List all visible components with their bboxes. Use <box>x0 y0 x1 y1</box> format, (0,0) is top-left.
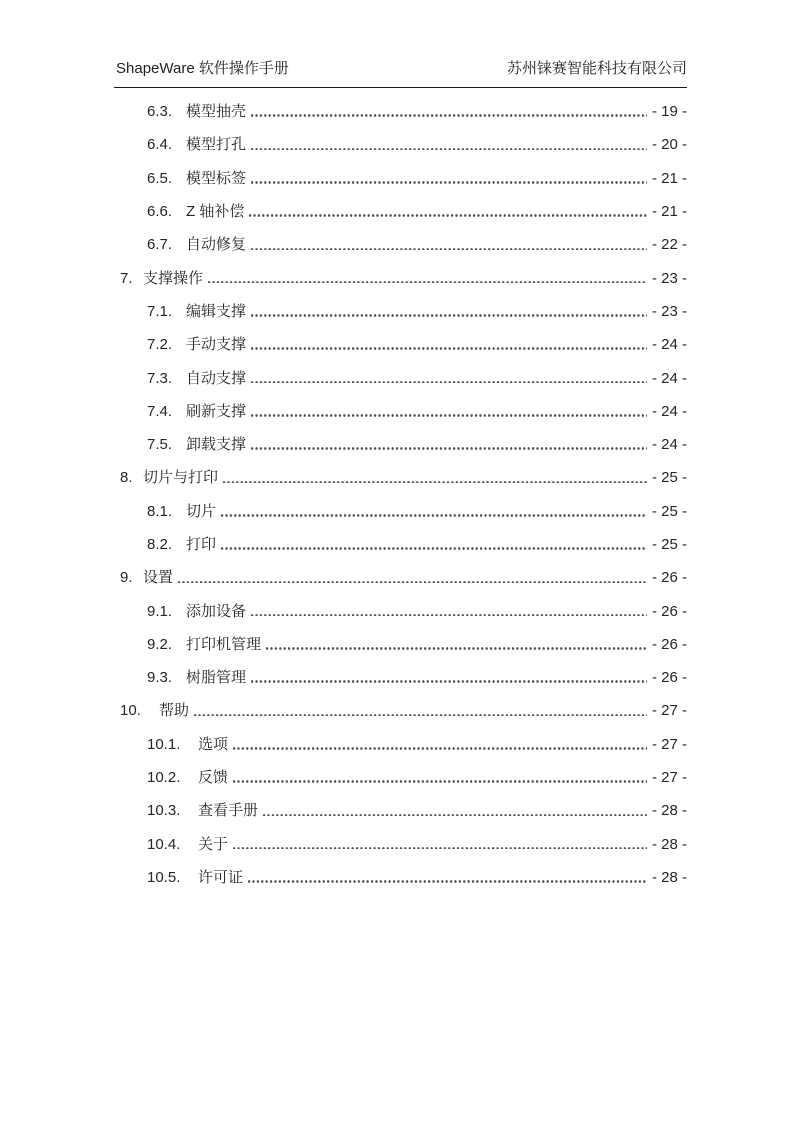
toc-leader-dots <box>251 414 647 417</box>
toc-entry[interactable] <box>0 395 800 428</box>
toc-entry-number: 6.5. <box>147 169 173 187</box>
toc-entry-label: 查看手册 <box>198 802 259 820</box>
toc-entry-number: 9.1. <box>147 602 173 620</box>
toc-entry-number: 7.2. <box>147 336 173 354</box>
toc-entry-number: 9.3. <box>147 669 173 687</box>
toc-leader-dots <box>221 514 647 517</box>
toc-entry-page: - 20 - <box>651 136 687 154</box>
toc-entry[interactable] <box>0 495 800 528</box>
header-doc-title: ShapeWare 软件操作手册 <box>116 60 289 77</box>
toc-entry-page: - 24 - <box>651 402 687 420</box>
toc-entry-number: 6.4. <box>147 136 173 154</box>
toc-entry-label: 设置 <box>143 569 174 587</box>
toc-entry-number: 9. <box>120 569 133 587</box>
toc-leader-dots <box>223 481 647 484</box>
toc-entry-page: - 24 - <box>651 436 687 454</box>
toc-entry-label: 刷新支撑 <box>186 402 247 420</box>
toc-entry-page: - 26 - <box>651 602 687 620</box>
toc-entry-number: 7.5. <box>147 436 173 454</box>
toc-entry-page: - 27 - <box>651 769 687 787</box>
toc-entry-label: 模型标签 <box>186 169 247 187</box>
toc-leader-dots <box>251 114 647 117</box>
toc-leader-dots <box>233 847 647 850</box>
toc-entry-page: - 27 - <box>651 735 687 753</box>
toc-entry[interactable] <box>0 295 800 328</box>
toc-entry[interactable] <box>0 594 800 627</box>
toc-entry-label: 模型打孔 <box>186 136 247 154</box>
toc-entry-page: - 27 - <box>651 702 687 720</box>
toc-leader-dots <box>194 714 647 717</box>
toc-leader-dots <box>266 647 647 650</box>
toc-entry-number: 7. <box>120 269 133 287</box>
toc-entry-page: - 21 - <box>651 169 687 187</box>
toc-entry-label: 选项 <box>198 735 229 753</box>
toc-entry-label: 手动支撑 <box>186 336 247 354</box>
toc-leader-dots <box>251 248 647 251</box>
toc-entry-page: - 25 - <box>651 502 687 520</box>
page-header <box>114 0 687 88</box>
toc-entry[interactable] <box>0 794 800 827</box>
toc-entry-page: - 28 - <box>651 835 687 853</box>
toc-entry-number: 6.7. <box>147 236 173 254</box>
toc-entry-page: - 21 - <box>651 203 687 221</box>
toc-entry[interactable] <box>0 361 800 394</box>
toc-leader-dots <box>251 347 647 350</box>
toc-entry-number: 9.2. <box>147 635 173 653</box>
toc-entry-page: - 25 - <box>651 536 687 553</box>
toc-entry-label: 自动修复 <box>186 236 247 254</box>
toc-entry-label: 添加设备 <box>186 602 247 620</box>
toc-entry-number: 6.3. <box>147 103 173 121</box>
toc-entry[interactable] <box>0 128 800 161</box>
toc-entry-page: - 28 - <box>651 868 687 886</box>
toc-entry-number: 7.4. <box>147 402 173 420</box>
toc-leader-dots <box>178 581 647 584</box>
toc-entry[interactable] <box>0 561 800 594</box>
toc-entry[interactable] <box>0 761 800 794</box>
toc-entry-label: 打印机管理 <box>186 635 262 653</box>
toc-entry-page: - 19 - <box>651 103 687 121</box>
toc-entry-page: - 25 - <box>651 469 687 487</box>
toc-leader-dots <box>263 814 647 817</box>
toc-entry[interactable] <box>0 461 800 494</box>
toc-entry[interactable] <box>0 162 800 195</box>
toc-entry-number: 10.2. <box>147 769 181 787</box>
toc-entry[interactable] <box>0 228 800 261</box>
toc-entry-number: 8.2. <box>147 536 173 553</box>
toc-entry-page: - 24 - <box>651 369 687 387</box>
toc-entry-label: 树脂管理 <box>186 669 247 687</box>
toc-leader-dots <box>251 447 647 450</box>
toc-entry-number: 10.5. <box>147 868 181 886</box>
toc-entry-label: 帮助 <box>159 702 190 720</box>
toc-entry[interactable] <box>0 195 800 228</box>
toc-entry-number: 10.4. <box>147 835 181 853</box>
toc-entry-number: 7.1. <box>147 302 173 320</box>
toc-entry-number: 10.3. <box>147 802 181 820</box>
toc-entry-label: 许可证 <box>198 868 244 886</box>
toc-entry-number: 10.1. <box>147 735 181 753</box>
toc-entry-number: 8.1. <box>147 502 173 520</box>
toc-entry[interactable] <box>0 661 800 694</box>
toc-entry-label: 自动支撑 <box>186 369 247 387</box>
toc-entry[interactable] <box>0 528 800 561</box>
toc-entry[interactable] <box>0 95 800 128</box>
table-of-contents <box>0 95 800 894</box>
toc-leader-dots <box>221 547 647 550</box>
toc-entry[interactable] <box>0 694 800 727</box>
toc-leader-dots <box>248 880 647 883</box>
toc-entry-number: 6.6. <box>147 203 173 221</box>
toc-entry[interactable] <box>0 828 800 861</box>
toc-entry-page: - 24 - <box>651 336 687 354</box>
toc-entry-label: 模型抽壳 <box>186 103 247 121</box>
toc-entry-page: - 28 - <box>651 802 687 820</box>
toc-entry[interactable] <box>0 328 800 361</box>
toc-entry-page: - 26 - <box>651 635 687 653</box>
toc-entry-label: 切片 <box>186 502 217 520</box>
toc-entry-page: - 26 - <box>651 669 687 687</box>
toc-leader-dots <box>251 614 647 617</box>
toc-entry-page: - 26 - <box>651 569 687 587</box>
toc-leader-dots <box>251 381 647 384</box>
header-company-name: 苏州铼赛智能科技有限公司 <box>506 60 687 77</box>
toc-entry-label: 卸载支撑 <box>186 436 247 454</box>
toc-entry[interactable] <box>0 261 800 294</box>
toc-entry[interactable] <box>0 861 800 894</box>
toc-leader-dots <box>251 148 647 151</box>
toc-entry-label: 切片与打印 <box>143 469 219 487</box>
toc-entry-page: - 22 - <box>651 236 687 254</box>
toc-leader-dots <box>233 780 647 783</box>
toc-leader-dots <box>233 747 647 750</box>
toc-leader-dots <box>251 680 647 683</box>
toc-entry-number: 7.3. <box>147 369 173 387</box>
toc-entry[interactable] <box>0 428 800 461</box>
toc-entry[interactable] <box>0 728 800 761</box>
toc-entry-number: 8. <box>120 469 133 487</box>
toc-entry-label: Z 轴补偿 <box>186 203 245 221</box>
toc-entry-label: 反馈 <box>198 769 229 787</box>
toc-leader-dots <box>251 181 647 184</box>
toc-entry-page: - 23 - <box>651 302 687 320</box>
toc-entry-label: 编辑支撑 <box>186 302 247 320</box>
toc-leader-dots <box>249 214 647 217</box>
toc-entry-number: 10. <box>120 702 141 720</box>
toc-leader-dots <box>208 281 647 284</box>
toc-entry-page: - 23 - <box>651 269 687 287</box>
toc-entry-label: 支撑操作 <box>143 269 204 287</box>
toc-entry[interactable] <box>0 628 800 661</box>
toc-entry-label: 打印 <box>186 536 217 553</box>
toc-leader-dots <box>251 314 647 317</box>
toc-entry-label: 关于 <box>198 835 229 853</box>
